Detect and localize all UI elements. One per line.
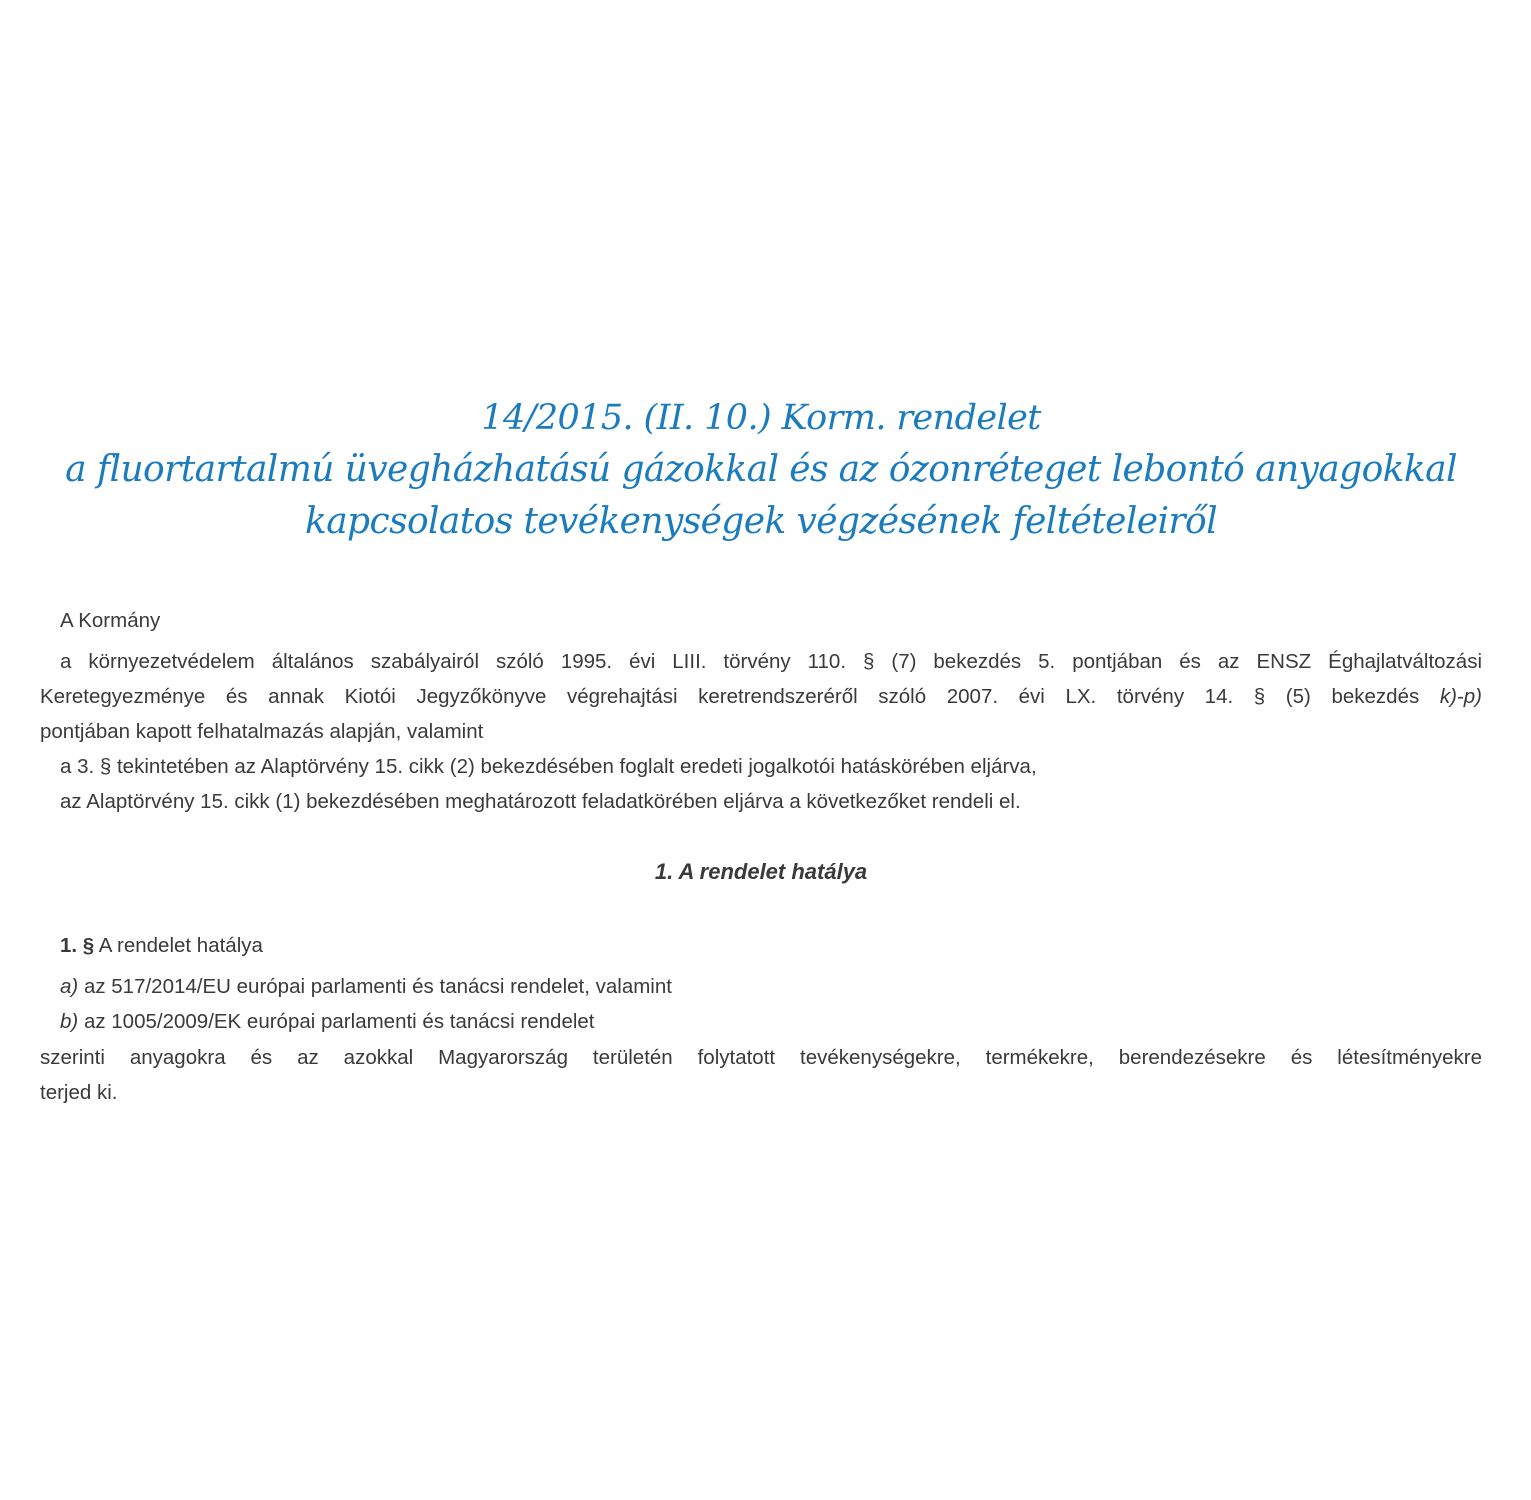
authorization-line-1: a környezetvédelem általános szabályairól szóló 1995. évi LIII. törvény 110. § (7) bekezdés 5. pontjában és az ENSZ Éghajlatváltozási	[60, 650, 1482, 673]
authorization-line-2	[40, 679, 1482, 714]
item-a-text: az 517/2014/EU európai parlamenti és tanácsi rendelet, valamint	[83, 975, 672, 998]
paragraph-1-number: 1. §	[60, 934, 95, 957]
paragraph-1-closing	[40, 1040, 1482, 1110]
document-title	[40, 392, 1482, 548]
title-line-subject-2: kapcsolatos tevékenységek végzésének feltételeiről	[304, 501, 1217, 542]
preamble-competence: a 3. § tekintetében az Alaptörvény 15. cikk (2) bekezdésében foglalt eredeti jogalkotói hatáskörében eljárva,	[60, 755, 1037, 778]
preamble-closing: az Alaptörvény 15. cikk (1) bekezdésében meghatározott feladatkörében eljárva a következőket rendeli el.	[60, 790, 1021, 813]
section-title: 1. A rendelet hatálya	[654, 859, 868, 884]
item-a-marker: a)	[60, 975, 79, 998]
paragraph-1-intro-text: A rendelet hatálya	[98, 934, 263, 957]
authorization-line-2-text: Keretegyezménye és annak Kiotói Jegyzőkönyve végrehajtási keretrendszeréről szóló 2007. évi LX. törvény 14. § (5) bekezdés	[40, 685, 1420, 708]
item-b-marker: b)	[60, 1010, 79, 1033]
authorization-italic-ref: k)-p)	[1439, 685, 1482, 708]
paragraph-1-intro	[40, 928, 1482, 963]
preamble-issuer: A Kormány	[60, 609, 161, 632]
title-line-decree-number: 14/2015. (II. 10.) Korm. rendelet	[481, 398, 1041, 438]
item-b-text: az 1005/2009/EK európai parlamenti és tanácsi rendelet	[83, 1010, 595, 1033]
paragraph-1-item-a	[40, 969, 1482, 1004]
preamble-authorization	[40, 644, 1482, 749]
closing-line-1: szerinti anyagokra és az azokkal Magyarország területén folytatott tevékenységekre, termékekre, berendezésekre és létesítményekre	[40, 1046, 1482, 1069]
title-line-subject-1: a fluortartalmú üvegházhatású gázokkal és az ózonréteget lebontó anyagokkal	[65, 449, 1457, 490]
closing-line-2: terjed ki.	[40, 1081, 118, 1104]
paragraph-1-item-b	[40, 1004, 1482, 1039]
authorization-line-3: pontjában kapott felhatalmazás alapján, valamint	[40, 720, 484, 743]
